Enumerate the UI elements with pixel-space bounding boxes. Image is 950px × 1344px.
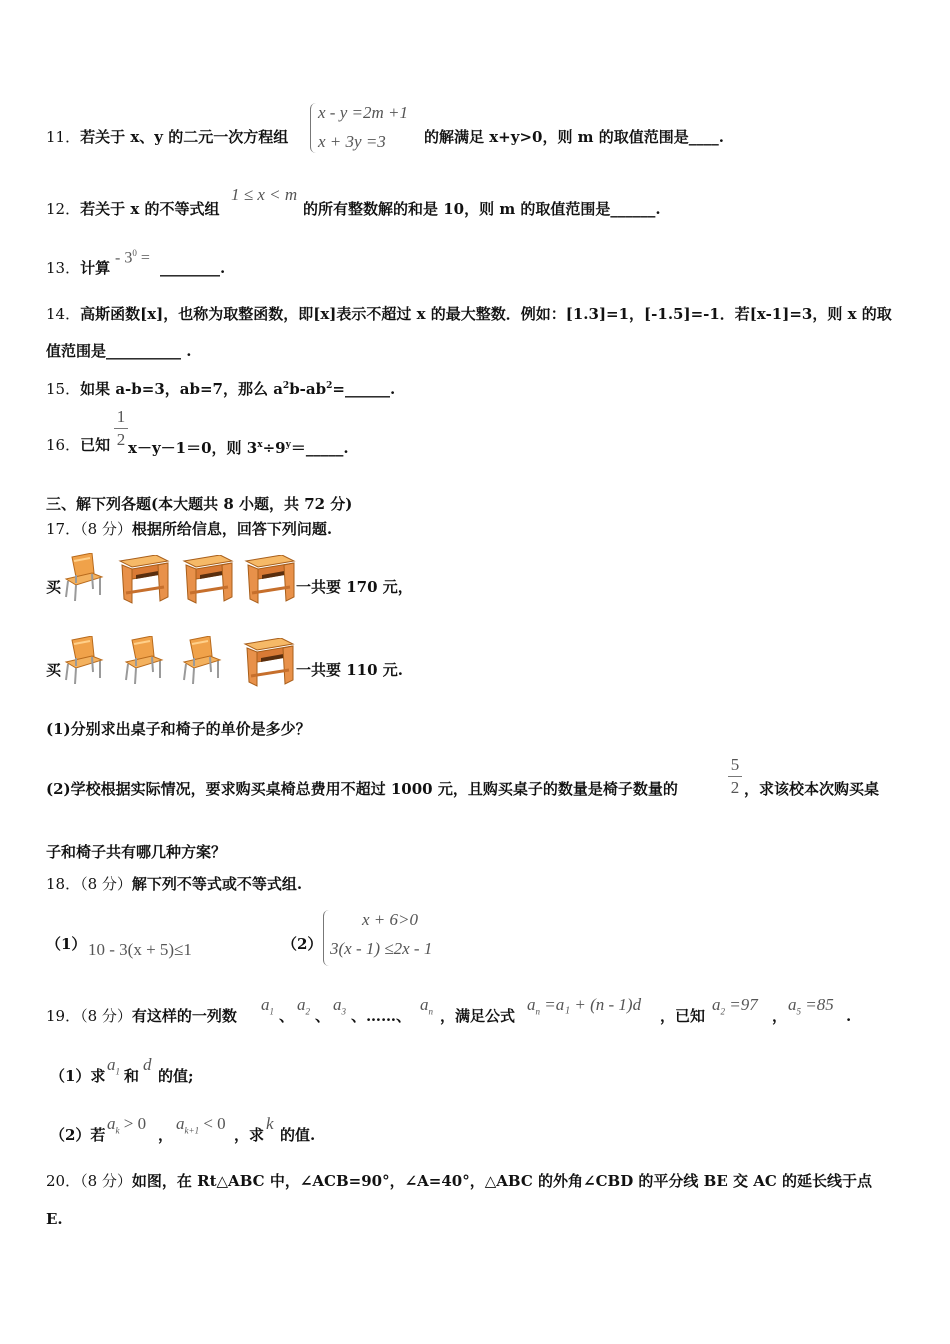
q16-frac-den: 2 (116, 430, 126, 449)
q15-sup1: 2 (282, 381, 290, 391)
q12 (46, 199, 219, 219)
q19-a2: $a_2$ (297, 995, 310, 1017)
q13-expr-exp: 0 (132, 248, 137, 258)
q11-eq2: x + 3y =3 (318, 132, 386, 151)
q16-text-b: x－y－1＝0，则 3 (128, 439, 258, 457)
q19-an: $a_n$ (420, 995, 433, 1017)
q19-p2-cond2: $a_{k+1} < 0$ (176, 1114, 226, 1136)
q17-buy2-label: 买 (46, 661, 62, 679)
q16-text-c: ÷9 (262, 439, 286, 457)
q16-number: 16． (46, 436, 81, 454)
q18-p2-label: （2） (282, 935, 323, 953)
q20-line2: E. (46, 1210, 63, 1228)
q19-score: （8 分） (80, 1007, 132, 1025)
q15-text-b: b-ab (289, 380, 327, 398)
q18-text: 解下列不等式或不等式组. (131, 875, 303, 893)
q11 (46, 127, 288, 147)
desk-icon (118, 555, 170, 605)
q18-brace (323, 910, 330, 966)
q11-eq1: x - y =2m +1 (318, 103, 408, 122)
q14-line2: 值范围是__________ . (46, 342, 192, 360)
chair-icon (180, 636, 222, 686)
q12-text-b: 的所有整数解的和是 10，则 m 的取值范围是______. (303, 200, 661, 218)
q18-number: 18． (46, 875, 81, 893)
q19-p1-a1: $a_1$ (107, 1055, 120, 1077)
q16 (46, 435, 110, 455)
q19-given2: $a_5 =85$ (788, 995, 834, 1017)
q19 (46, 1006, 237, 1026)
q13-blank: ________. (160, 259, 226, 277)
q17-score: （8 分） (80, 520, 132, 538)
chair-icon (122, 636, 164, 686)
q16-sup1: x (257, 440, 263, 450)
q18-p2-eq2: 3(x - 1) ≤2x - 1 (330, 939, 433, 958)
q13-expr-eq: = (140, 249, 150, 267)
q19-a1: $a_1$ (261, 995, 274, 1017)
desk-icon (182, 555, 234, 605)
q16-sup2: y (285, 440, 291, 450)
q18-p1-expr: 10 - 3(x + 5)≤1 (88, 940, 192, 959)
q20-line1: 如图，在 Rt△ABC 中，∠ACB=90°，∠A=40°，△ABC 的外角∠CBD 的平分线 BE 交 AC 的延长线于点 (131, 1172, 873, 1190)
q11-text-b: 的解满足 x+y>0，则 m 的取值范围是____. (424, 128, 724, 146)
q15 (46, 376, 395, 399)
q19-text-a: 有这样的一列数 (131, 1007, 237, 1025)
q19-formula-rhs: =a₁ + (n - 1)d (544, 995, 642, 1014)
q14-number: 14． (46, 305, 81, 323)
q19-number: 19． (46, 1007, 81, 1025)
q18-score: （8 分） (80, 875, 132, 893)
q18-p2-eq1: x + 6>0 (362, 910, 418, 929)
chair-icon (62, 553, 104, 603)
q17-part2-c: 子和椅子共有哪几种方案？ (46, 843, 227, 861)
q17-number: 17． (46, 520, 81, 538)
q13-expr-base: - 3 (115, 249, 133, 267)
q12-inequality: 1 ≤ x < m (231, 185, 298, 204)
desk-icon (244, 555, 296, 605)
q17 (46, 519, 332, 539)
q17-part2-b: ，求该校本次购买桌 (744, 780, 880, 798)
q19-p1-d: d (143, 1055, 152, 1074)
q15-text-c: =______. (332, 380, 396, 398)
q17-part2-a: (2)学校根据实际情况，要求购买桌椅总费用不超过 1000 元，且购买桌子的数量是椅子数量的 (46, 780, 678, 798)
q13-expression (115, 248, 150, 267)
q16-text-d: ＝_____. (290, 439, 349, 457)
q16-frac-num: 1 (116, 407, 126, 426)
q13-number: 13． (46, 259, 81, 277)
q14-line1: 高斯函数[x]，也称为取整函数，即[x]表示不超过 x 的最大整数．例如：[1.3]=1，[-1.5]=-1．若[x-1]=3，则 x 的取 (80, 305, 892, 323)
q17-part2-fraction (728, 755, 742, 798)
q19-p2-label: （2）若 (50, 1126, 106, 1144)
q20 (46, 1171, 872, 1191)
q18 (46, 874, 302, 894)
desk-icon (243, 638, 295, 688)
q16-text-a: 已知 (80, 436, 111, 454)
q17-text: 根据所给信息，回答下列问题. (131, 520, 333, 538)
q16-rest (128, 435, 349, 458)
q17-buy1-label: 买 (46, 578, 62, 596)
q20-number: 20． (46, 1172, 81, 1190)
q19-p1-end: 的值; (158, 1067, 194, 1085)
q19-given1: $a_2 =97$ (712, 995, 758, 1017)
q12-number: 12． (46, 200, 81, 218)
q19-p2-k: k (266, 1114, 274, 1133)
q12-text-a: 若关于 x 的不等式组 (80, 200, 220, 218)
q13 (46, 258, 110, 278)
chair-icon (62, 636, 104, 686)
q19-text-c: ，已知 (660, 1007, 706, 1025)
q19-p2-end: ，求 (234, 1126, 265, 1144)
q18-p1-label: （1） (46, 935, 87, 953)
q19-p1-and: 和 (124, 1067, 140, 1085)
q11-brace (310, 103, 317, 153)
q11-number: 11． (46, 128, 81, 146)
q19-seq-text: 、……、 (351, 1007, 412, 1025)
q13-text-a: 计算 (80, 259, 111, 277)
q19-p2-cond1: $a_k > 0$ (107, 1114, 147, 1136)
q19-a3: $a_3$ (333, 995, 346, 1017)
q15-sup2: 2 (326, 381, 333, 391)
q14 (46, 304, 892, 324)
section3-title: 三、解下列各题(本大题共 8 小题，共 72 分) (46, 495, 353, 513)
q20-score: （8 分） (80, 1172, 132, 1190)
q19-formula: $a_n =a_1 + (n - 1)d$ (527, 995, 642, 1017)
q15-text-a: 如果 a-b=3，ab=7，那么 a (80, 380, 283, 398)
q19-p2-end2: 的值. (280, 1126, 316, 1144)
q19-text-b: ，满足公式 (440, 1007, 516, 1025)
q11-text-a: 若关于 x、y 的二元一次方程组 (80, 128, 289, 146)
q17-frac-num: 5 (730, 755, 740, 774)
q17-frac-den: 2 (730, 778, 740, 797)
q19-p1-label: （1）求 (50, 1067, 106, 1085)
q15-number: 15． (46, 380, 81, 398)
q17-buy2-total: 一共要 110 元. (296, 661, 403, 679)
q17-buy1-total: 一共要 170 元， (296, 578, 413, 596)
q17-part1: (1)分别求出桌子和椅子的单价是多少？ (46, 720, 311, 738)
q16-fraction (114, 407, 128, 450)
